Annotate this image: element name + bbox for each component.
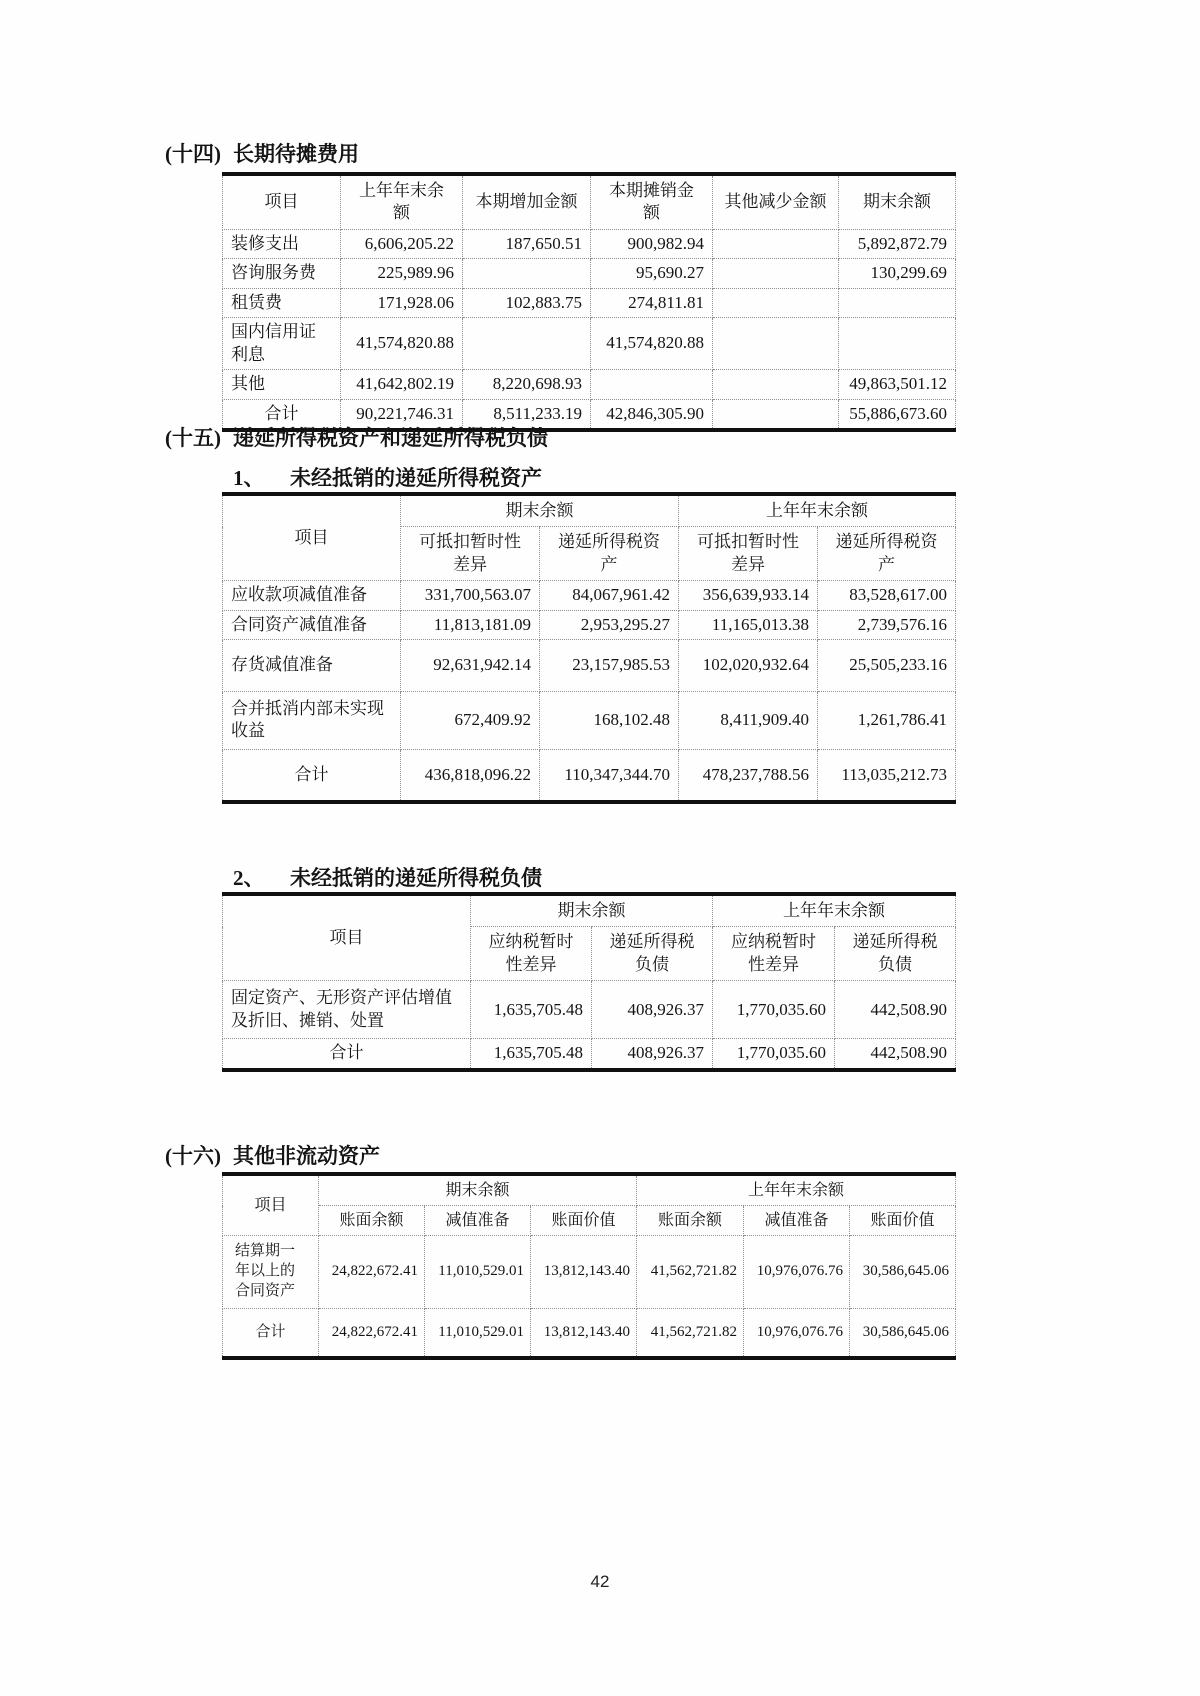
column-header: 其他减少金额 <box>713 174 839 229</box>
column-header: 减值准备 <box>425 1206 531 1236</box>
value-cell: 41,574,820.88 <box>341 318 463 370</box>
value-cell: 442,508.90 <box>835 1039 956 1070</box>
total-label-cell: 合计 <box>223 1308 319 1358</box>
value-cell: 41,562,721.82 <box>637 1236 744 1308</box>
value-cell: 13,812,143.40 <box>531 1236 637 1308</box>
subsection-2-number: 2、 <box>233 866 265 890</box>
column-header: 账面价值 <box>531 1206 637 1236</box>
value-cell: 1,261,786.41 <box>818 691 956 749</box>
section-14-heading <box>165 138 359 168</box>
value-cell: 11,813,181.09 <box>401 610 540 639</box>
item-cell: 固定资产、无形资产评估增值及折旧、摊销、处置 <box>223 981 471 1039</box>
value-cell: 41,574,820.88 <box>591 318 713 370</box>
table-header-group-row <box>223 894 956 927</box>
value-cell: 41,562,721.82 <box>637 1308 744 1358</box>
column-header-item: 项目 <box>223 174 341 229</box>
value-cell: 5,892,872.79 <box>839 229 956 258</box>
value-cell: 11,010,529.01 <box>425 1236 531 1308</box>
column-header: 账面余额 <box>319 1206 425 1236</box>
value-cell: 11,165,013.38 <box>679 610 818 639</box>
value-cell: 24,822,672.41 <box>319 1236 425 1308</box>
value-cell: 11,010,529.01 <box>425 1308 531 1358</box>
group-header-prior-year: 上年年末余额 <box>679 494 956 527</box>
value-cell: 1,635,705.48 <box>471 981 592 1039</box>
value-cell: 55,886,673.60 <box>839 399 956 430</box>
column-header: 应纳税暂时性差异 <box>471 927 592 981</box>
value-cell: 672,409.92 <box>401 691 540 749</box>
page-number: 42 <box>590 1572 610 1591</box>
total-label-cell: 合计 <box>223 1039 471 1070</box>
group-header-period-end: 期末余额 <box>319 1174 637 1206</box>
item-cell: 结算期一年以上的合同资产 <box>223 1236 319 1308</box>
column-header: 减值准备 <box>744 1206 850 1236</box>
value-cell: 1,635,705.48 <box>471 1039 592 1070</box>
deferred-tax-assets-table <box>222 492 956 804</box>
group-header-period-end: 期末余额 <box>401 494 679 527</box>
item-cell: 合同资产减值准备 <box>223 610 401 639</box>
value-cell <box>713 318 839 370</box>
deferred-tax-liabilities-table <box>222 892 956 1072</box>
value-cell <box>713 399 839 430</box>
value-cell <box>713 259 839 288</box>
long-term-deferred-expenses-table <box>222 172 956 432</box>
value-cell <box>839 288 956 317</box>
section-16-heading <box>165 1140 380 1170</box>
subsection-2-heading <box>233 862 542 892</box>
value-cell: 24,822,672.41 <box>319 1308 425 1358</box>
item-cell: 合并抵消内部未实现收益 <box>223 691 401 749</box>
value-cell: 49,863,501.12 <box>839 370 956 399</box>
value-cell: 102,883.75 <box>463 288 591 317</box>
table-row <box>223 1236 956 1308</box>
column-header: 递延所得税负债 <box>592 927 713 981</box>
column-header: 账面价值 <box>850 1206 956 1236</box>
value-cell: 23,157,985.53 <box>540 640 679 691</box>
table-row <box>223 259 956 288</box>
value-cell: 30,586,645.06 <box>850 1308 956 1358</box>
value-cell: 10,976,076.76 <box>744 1308 850 1358</box>
item-cell: 咨询服务费 <box>223 259 341 288</box>
value-cell: 225,989.96 <box>341 259 463 288</box>
column-header: 递延所得税负债 <box>835 927 956 981</box>
value-cell: 900,982.94 <box>591 229 713 258</box>
group-header-period-end: 期末余额 <box>471 894 713 927</box>
table-row <box>223 981 956 1039</box>
value-cell: 10,976,076.76 <box>744 1236 850 1308</box>
section-16-label: (十六) <box>165 1144 221 1168</box>
column-header-item: 项目 <box>223 1174 319 1236</box>
value-cell <box>839 318 956 370</box>
value-cell: 30,586,645.06 <box>850 1236 956 1308</box>
table-row <box>223 318 956 370</box>
table-row <box>223 288 956 317</box>
value-cell <box>713 288 839 317</box>
value-cell: 356,639,933.14 <box>679 581 818 610</box>
value-cell: 8,511,233.19 <box>463 399 591 430</box>
value-cell: 436,818,096.22 <box>401 749 540 802</box>
item-cell: 存货减值准备 <box>223 640 401 691</box>
value-cell: 95,690.27 <box>591 259 713 288</box>
value-cell: 8,220,698.93 <box>463 370 591 399</box>
value-cell: 42,846,305.90 <box>591 399 713 430</box>
table-header-row <box>223 174 956 229</box>
column-header: 应纳税暂时性差异 <box>713 927 835 981</box>
value-cell: 6,606,205.22 <box>341 229 463 258</box>
value-cell: 274,811.81 <box>591 288 713 317</box>
section-15-title: 递延所得税资产和递延所得税负债 <box>233 426 548 450</box>
value-cell: 2,953,295.27 <box>540 610 679 639</box>
group-header-prior-year: 上年年末余额 <box>637 1174 956 1206</box>
value-cell: 8,411,909.40 <box>679 691 818 749</box>
value-cell: 1,770,035.60 <box>713 981 835 1039</box>
value-cell: 168,102.48 <box>540 691 679 749</box>
column-header-item: 项目 <box>223 494 401 581</box>
item-cell: 装修支出 <box>223 229 341 258</box>
table-row <box>223 640 956 691</box>
value-cell: 102,020,932.64 <box>679 640 818 691</box>
column-header: 期末余额 <box>839 174 956 229</box>
other-non-current-assets-table <box>222 1172 956 1360</box>
column-header: 递延所得税资产 <box>540 527 679 581</box>
value-cell <box>463 259 591 288</box>
value-cell: 2,739,576.16 <box>818 610 956 639</box>
item-cell: 租赁费 <box>223 288 341 317</box>
table-row <box>223 370 956 399</box>
value-cell <box>591 370 713 399</box>
table-row <box>223 610 956 639</box>
section-14-title: 长期待摊费用 <box>233 142 359 166</box>
column-header: 可抵扣暂时性差异 <box>679 527 818 581</box>
column-header: 递延所得税资产 <box>818 527 956 581</box>
column-header: 上年年末余额 <box>341 174 463 229</box>
section-15-label: (十五) <box>165 426 221 450</box>
column-header-item: 项目 <box>223 894 471 981</box>
value-cell: 41,642,802.19 <box>341 370 463 399</box>
subsection-1-number: 1、 <box>233 466 265 490</box>
table-total-row <box>223 749 956 802</box>
value-cell <box>713 370 839 399</box>
column-header: 可抵扣暂时性差异 <box>401 527 540 581</box>
item-cell: 其他 <box>223 370 341 399</box>
value-cell: 84,067,961.42 <box>540 581 679 610</box>
table-total-row <box>223 1039 956 1070</box>
column-header: 本期增加金额 <box>463 174 591 229</box>
value-cell: 113,035,212.73 <box>818 749 956 802</box>
table-row <box>223 581 956 610</box>
value-cell <box>463 318 591 370</box>
subsection-2-title: 未经抵销的递延所得税负债 <box>290 866 542 890</box>
value-cell: 25,505,233.16 <box>818 640 956 691</box>
value-cell: 83,528,617.00 <box>818 581 956 610</box>
section-16-title: 其他非流动资产 <box>233 1144 380 1168</box>
total-label-cell: 合计 <box>223 749 401 802</box>
value-cell: 408,926.37 <box>592 981 713 1039</box>
column-header: 账面余额 <box>637 1206 744 1236</box>
table-total-row <box>223 1308 956 1358</box>
value-cell <box>713 229 839 258</box>
value-cell: 478,237,788.56 <box>679 749 818 802</box>
table-row <box>223 229 956 258</box>
value-cell: 331,700,563.07 <box>401 581 540 610</box>
value-cell: 408,926.37 <box>592 1039 713 1070</box>
table-header-group-row <box>223 494 956 527</box>
value-cell: 187,650.51 <box>463 229 591 258</box>
item-cell: 国内信用证利息 <box>223 318 341 370</box>
value-cell: 442,508.90 <box>835 981 956 1039</box>
item-cell: 应收款项减值准备 <box>223 581 401 610</box>
value-cell: 92,631,942.14 <box>401 640 540 691</box>
table-subheader-row <box>223 1206 956 1236</box>
table-header-group-row <box>223 1174 956 1206</box>
table-row <box>223 691 956 749</box>
value-cell: 171,928.06 <box>341 288 463 317</box>
subsection-1-title: 未经抵销的递延所得税资产 <box>290 466 542 490</box>
value-cell: 13,812,143.40 <box>531 1308 637 1358</box>
total-label-cell: 合计 <box>223 399 341 430</box>
column-header: 本期摊销金额 <box>591 174 713 229</box>
value-cell: 130,299.69 <box>839 259 956 288</box>
value-cell: 1,770,035.60 <box>713 1039 835 1070</box>
value-cell: 90,221,746.31 <box>341 399 463 430</box>
section-14-label: (十四) <box>165 142 221 166</box>
group-header-prior-year: 上年年末余额 <box>713 894 956 927</box>
value-cell: 110,347,344.70 <box>540 749 679 802</box>
subsection-1-heading <box>233 462 542 492</box>
section-15-heading <box>165 422 548 452</box>
